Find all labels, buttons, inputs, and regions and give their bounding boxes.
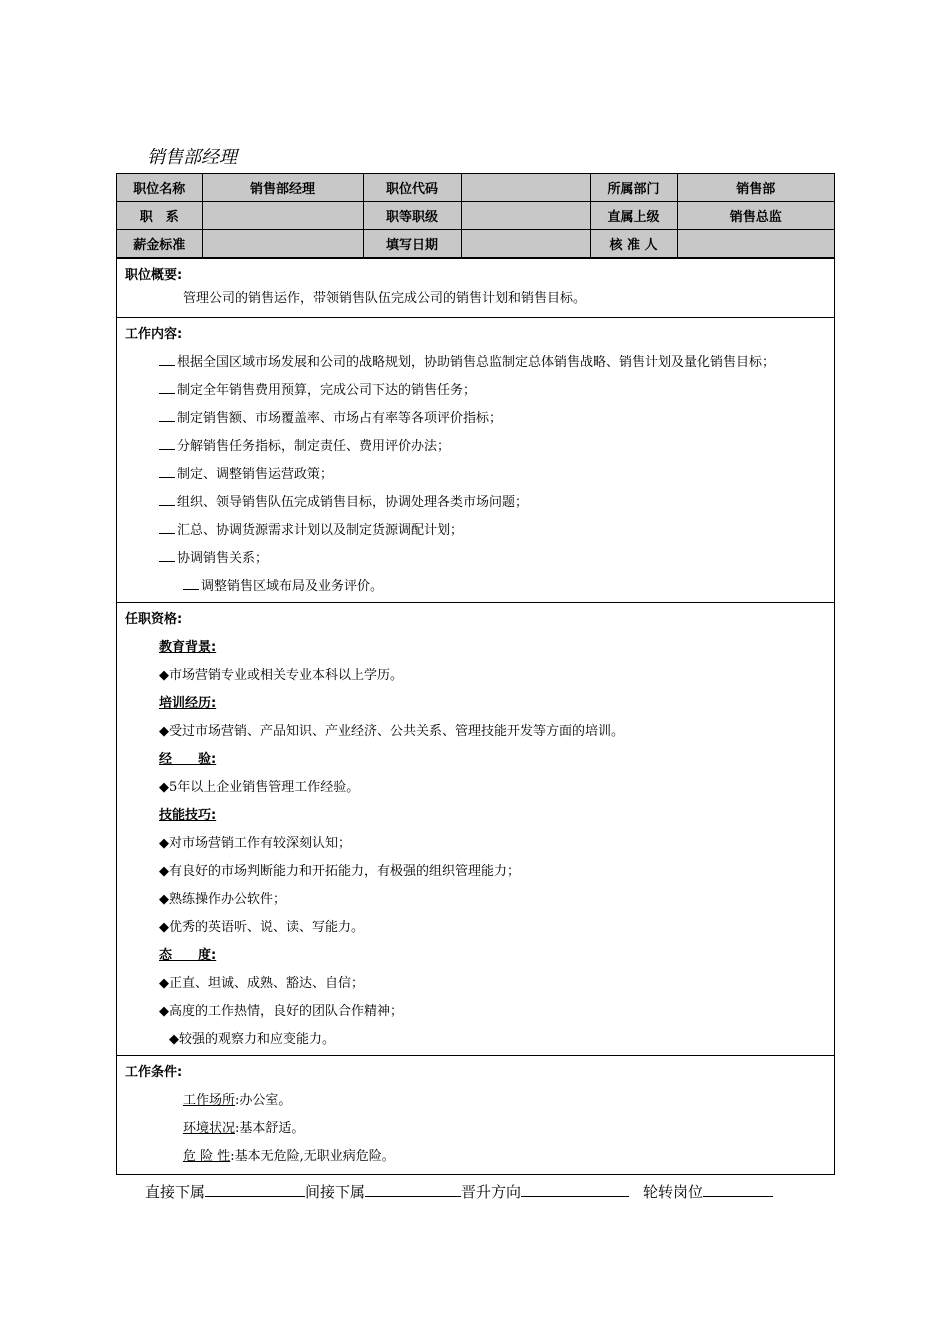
- promotion-label: 晋升方向: [461, 1183, 522, 1201]
- header-row: [117, 174, 834, 202]
- attitude-heading: 态 度:: [159, 948, 217, 963]
- training-heading: 培训经历:: [159, 696, 217, 711]
- qualification-title: 任职资格:: [125, 612, 183, 627]
- value-approver: [677, 230, 834, 258]
- conditions-section: [117, 1055, 834, 1174]
- label-job-family: 职 系: [117, 202, 202, 230]
- dash-mark: [159, 465, 175, 478]
- work-title: 工作内容:: [125, 327, 183, 342]
- value-salary: [202, 230, 363, 258]
- education-heading: 教育背景:: [159, 640, 217, 655]
- work-item-text: 汇总、协调货源需求计划以及制定货源调配计划；: [177, 523, 464, 538]
- header-row: [117, 230, 834, 258]
- work-item-text: 分解销售任务指标，制定责任、费用评价办法；: [177, 439, 451, 454]
- work-sub-item-text: 调整销售区域布局及业务评价。: [201, 579, 384, 594]
- condition-place: [125, 1087, 826, 1115]
- label-position-name: 职位名称: [117, 174, 202, 202]
- overview-title: 职位概要:: [125, 268, 183, 283]
- direct-subordinate-blank[interactable]: [205, 1182, 305, 1197]
- experience-heading: 经 验:: [159, 752, 217, 767]
- job-description-table: [116, 173, 835, 1175]
- dash-mark: [159, 409, 175, 422]
- dash-mark: [159, 381, 175, 394]
- dash-mark: [159, 353, 175, 366]
- work-item-text: 制定全年销售费用预算，完成公司下达的销售任务；: [177, 383, 477, 398]
- header-row: [117, 202, 834, 230]
- label-fill-date: 填写日期: [363, 230, 461, 258]
- dash-mark: [183, 577, 199, 590]
- label-department: 所属部门: [590, 174, 677, 202]
- label-supervisor: 直属上级: [590, 202, 677, 230]
- work-item: [125, 433, 826, 461]
- footer-line: [145, 1181, 773, 1202]
- value-position-name: 销售部经理: [202, 174, 363, 202]
- place-label: 工作场所: [183, 1093, 236, 1108]
- environment-value: :基本舒适。: [235, 1121, 305, 1136]
- work-item-text: 根据全国区域市场发展和公司的战略规划，协助销售总监制定总体销售战略、销售计划及量化销售目标；: [177, 355, 776, 370]
- work-item-text: 组织、领导销售队伍完成销售目标，协调处理各类市场问题；: [177, 495, 529, 510]
- work-item: [125, 489, 826, 517]
- education-text: ◆市场营销专业或相关专业本科以上学历。: [159, 668, 403, 683]
- dash-mark: [159, 437, 175, 450]
- skill-item: ◆有良好的市场判断能力和开拓能力，有极强的组织管理能力；: [159, 864, 520, 879]
- value-position-code: [461, 174, 590, 202]
- promotion-blank[interactable]: [521, 1182, 629, 1197]
- risk-label: 危 险 性: [183, 1149, 231, 1164]
- value-grade: [461, 202, 590, 230]
- work-item: [125, 377, 826, 405]
- page-title: 销售部经理: [147, 147, 237, 168]
- value-fill-date: [461, 230, 590, 258]
- skills-list: [125, 830, 826, 942]
- skills-heading: 技能技巧:: [159, 808, 217, 823]
- indirect-subordinate-blank[interactable]: [365, 1182, 461, 1197]
- label-salary: 薪金标准: [117, 230, 202, 258]
- work-item: [125, 349, 826, 377]
- work-item-text: 协调销售关系；: [177, 551, 269, 566]
- attitude-last: ◆较强的观察力和应变能力。: [169, 1032, 335, 1047]
- attitude-item: ◆正直、坦诚、成熟、豁达、自信；: [159, 976, 364, 991]
- work-sub-item: [125, 573, 826, 601]
- work-item-text: 制定销售额、市场覆盖率、市场占有率等各项评价指标；: [177, 411, 503, 426]
- header-table: [117, 174, 834, 258]
- rotation-label: 轮转岗位: [643, 1183, 704, 1201]
- value-department: 销售部: [677, 174, 834, 202]
- training-text: ◆受过市场营销、产品知识、产业经济、公共关系、管理技能开发等方面的培训。: [159, 724, 624, 739]
- skill-item: ◆优秀的英语听、说、读、写能力。: [159, 920, 364, 935]
- experience-text: ◆5年以上企业销售管理工作经验。: [159, 780, 360, 795]
- work-list: [125, 346, 826, 573]
- attitude-item: ◆高度的工作热情，良好的团队合作精神；: [159, 1004, 403, 1019]
- condition-environment: [125, 1115, 826, 1143]
- value-job-family: [202, 202, 363, 230]
- place-value: :办公室。: [235, 1093, 292, 1108]
- label-grade: 职等职级: [363, 202, 461, 230]
- overview-text: 管理公司的销售运作，带领销售队伍完成公司的销售计划和销售目标。: [183, 291, 587, 306]
- dash-mark: [159, 549, 175, 562]
- work-section: [117, 317, 834, 602]
- work-item: [125, 461, 826, 489]
- conditions-title: 工作条件:: [125, 1065, 183, 1080]
- attitude-list: [125, 970, 826, 1026]
- direct-subordinate-label: 直接下属: [145, 1183, 206, 1201]
- value-supervisor: 销售总监: [677, 202, 834, 230]
- label-position-code: 职位代码: [363, 174, 461, 202]
- work-item-text: 制定、调整销售运营政策；: [177, 467, 334, 482]
- overview-section: [117, 258, 834, 317]
- skill-item: ◆熟练操作办公软件；: [159, 892, 286, 907]
- rotation-blank[interactable]: [703, 1182, 773, 1197]
- qualification-section: [117, 602, 834, 1055]
- dash-mark: [159, 521, 175, 534]
- work-item: [125, 517, 826, 545]
- indirect-subordinate-label: 间接下属: [305, 1183, 366, 1201]
- environment-label: 环境状况: [183, 1121, 236, 1136]
- condition-risk: [125, 1143, 826, 1171]
- skill-item: ◆对市场营销工作有较深刻认知；: [159, 836, 351, 851]
- dash-mark: [159, 493, 175, 506]
- work-item: [125, 545, 826, 573]
- label-approver: 核 准 人: [590, 230, 677, 258]
- work-item: [125, 405, 826, 433]
- risk-value: :基本无危险,无职业病危险。: [230, 1149, 395, 1164]
